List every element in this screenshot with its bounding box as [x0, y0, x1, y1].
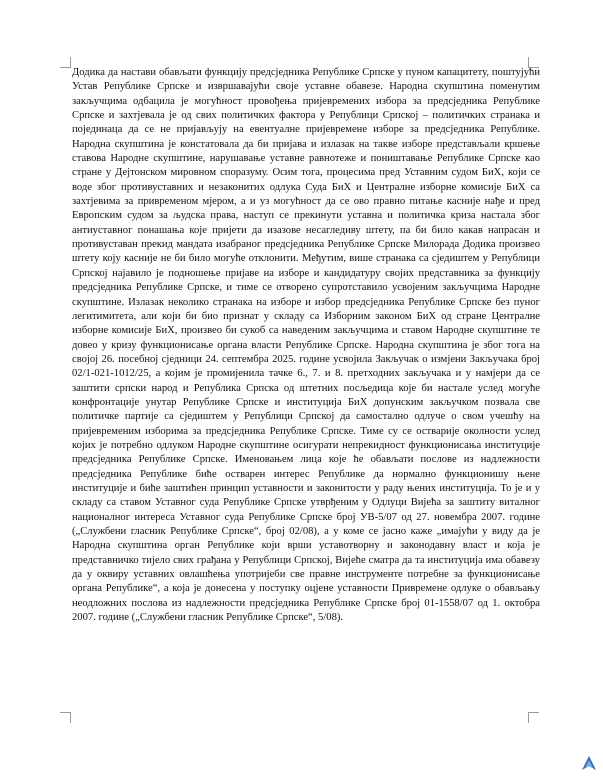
crop-mark-bottom-right — [528, 712, 539, 723]
crop-mark-top-left — [60, 57, 71, 68]
app-logo-icon — [579, 754, 599, 774]
crop-mark-bottom-left — [60, 712, 71, 723]
body-paragraph: Додика да настави обављати функцију предсједника Републике Српске у пуном капацитету, поштујући Устав Републике Српске и извршавајући своје уставне обавезе. Народна скупштина поменутим закључцима одбацила је могућност провођења пријевремених избора за предсједника Републике Српске и захтјевала је од свих политичких фактора у Републици Српској – политичких странака и појединаца да се не пријављују на евентуалне пријевремене изборе за предсједника Републике. Народна скупштина је констатовала да би пријава и излазак на такве изборе представљали кршење ставова Народне скупштине, нарушавање уставне равнотеже и поништавање Републике Српске као стране у Дејтонском мировном споразуму. Осим тога, процесима пред Уставним судом БиХ, који се воде због противуставних и незаконитих одлука Суда БиХ и Централне изборне комисије БиХ са захтјевима за привременом мјером, а и уз могућност да се ово правно питање касније нађе и пред Европским судом за људска права, наступ се прекинути уставна и политичка криза настала због антиуставног понашања које пријети да изазове несагледиву штету, па би било какав напрасан и противуставан прекид мандата изабраног предсједника Републике Српске Милорада Додика произвео штету коју касније не би било могуће отклонити. Међутим, више странака са сједиштем у Републици Српској најавило је подношење пријаве на изборе и кандидатуру својих представника за функцију предсједника Републике Српске, и тиме се отворено супротставило усвојеним закључцима Народне скупштине. Излазак неколико странака на изборе и избор предсједника Републике Српске без пуног легитимитета, али који би био признат у складу са Изборним законом БиХ од стране Централне изборне комисије БиХ, произвео би сукоб са наведеним закључцима и ставом Народне скупштине те довео у кризу функционисање органа власти Републике Српске. Народна скупштина је због тога на својој 26. посебној сједници 24. септембра 2025. године усвојила Закључак о измјени Закључака број 02/1-021-1012/25, а којим је промијенила тачке 6., 7. и 8. претходних закључака и у намјери да се заштити српски народ и Република Српска од штетних посљедица које би настале услед могуће конфронтације унутар Републике Српске и институција БиХ допунским закључком позвала све политичке партије са сједиштем у Републици Српској да самостално одлуче о свом учешћу на пријевременим изборима за предсједника Републике Српске. Тиме су се остварије околности услед којих је потребно одлуком Народне скупштине осигурати непрекидност функционисања институције предсједника Републике Српске. Именовањем лица које ће обављати послове из надлежности предсједника Републике биће остварен интерес Републике да нормално функционишу њене институције и биће заштићен принцип уставности и законитости у раду њених институција. То је и у складу са ставом Уставног суда Републике Српске утврђеним у Одлуци Вијећа за заштиту виталног националног интереса Уставног суда Републике Српске број УВ-5/07 од 27. новембра 2007. године („Службени гласник Републике Српске“, број 02/08), а у коме се јасно каже „имајући у виду да је Народна скупштина орган Републике који врши уставотворну и законодавну власт и која је представничко тијело свих грађана у Републици Српској, Вијеће сматра да та институција има обавезу да у оквиру уставних овлашћења употријеби све правне инструменте потребне за функционисање органа Републике“, а која је донесена у поступку оцјене уставности Привремене одлуке о обављању неодложних послова из надлежности предсједника Републике Српске број 01-1558/07 од 1. октобра 2007. године („Службени гласник Републике Српске“, 5/08). — [72, 67, 540, 624]
